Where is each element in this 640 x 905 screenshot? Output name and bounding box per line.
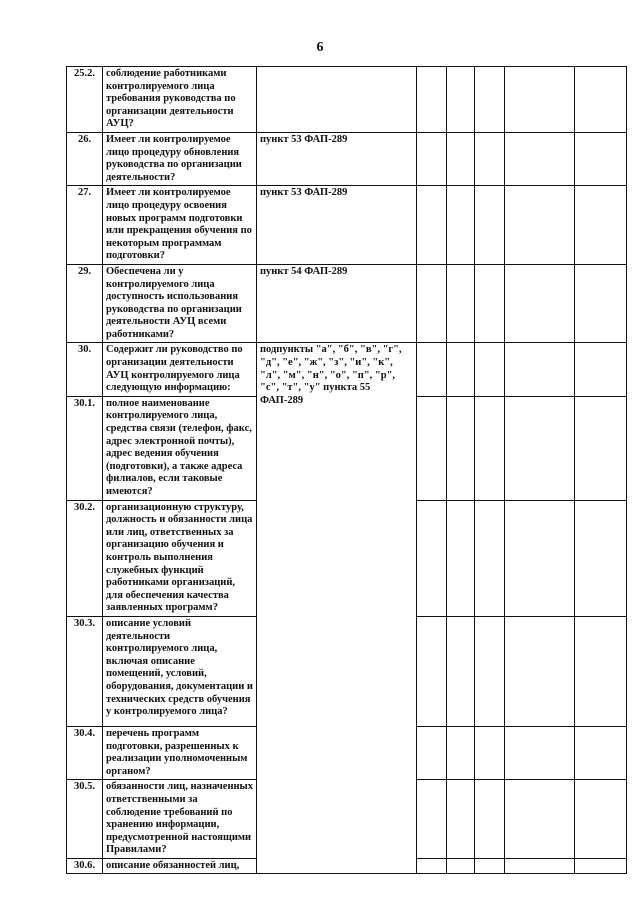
row-number: 30.5.: [67, 780, 103, 859]
question-text: организационную структуру, должность и обязанности лица или лиц, ответственных за организацию обучения и контроль выполнения служебных функций работниками организаций, для обеспечения качества заявленных программ?: [103, 500, 257, 616]
answer-cell: [505, 132, 575, 185]
answer-cell: [417, 858, 447, 874]
answer-cell: [505, 396, 575, 500]
answer-cell: [475, 858, 505, 874]
table-row: [67, 132, 627, 185]
answer-cell: [417, 264, 447, 343]
row-number: 27.: [67, 186, 103, 265]
answer-cell: [505, 726, 575, 779]
reference-cell: [257, 67, 417, 133]
reference-cell: пункт 53 ФАП-289: [257, 132, 417, 185]
row-number: 30.4.: [67, 726, 103, 779]
answer-cell: [447, 858, 475, 874]
answer-cell: [505, 616, 575, 726]
answer-cell: [575, 780, 627, 859]
answer-cell: [417, 343, 447, 396]
answer-cell: [505, 780, 575, 859]
question-text: соблюдение работниками контролируемого лица требования руководства по организации деятельности АУЦ?: [103, 67, 257, 133]
answer-cell: [475, 132, 505, 185]
answer-cell: [447, 67, 475, 133]
answer-cell: [505, 858, 575, 874]
answer-cell: [417, 500, 447, 616]
reference-cell: подпункты "а", "б", "в", "г", "д", "е", "ж", "з", "и", "к", "л", "м", "н", "о", "п", "р", "с", "т", "у" пункта 55 ФАП-289: [257, 343, 417, 874]
question-text: описание условий деятельности контролируемого лица, включая описание помещений, условий, оборудования, документации и технических средств обучения у контролируемого лица?: [103, 616, 257, 726]
answer-cell: [447, 726, 475, 779]
answer-cell: [417, 132, 447, 185]
row-number: 25.2.: [67, 67, 103, 133]
answer-cell: [447, 343, 475, 396]
answer-cell: [417, 396, 447, 500]
answer-cell: [447, 616, 475, 726]
answer-cell: [505, 67, 575, 133]
answer-cell: [575, 67, 627, 133]
question-text: Обеспечена ли у контролируемого лица доступность использования руководства по организации деятельности АУЦ всеми работниками?: [103, 264, 257, 343]
answer-cell: [575, 396, 627, 500]
row-number: 29.: [67, 264, 103, 343]
answer-cell: [505, 500, 575, 616]
answer-cell: [417, 67, 447, 133]
answer-cell: [575, 858, 627, 874]
answer-cell: [575, 726, 627, 779]
answer-cell: [475, 500, 505, 616]
answer-cell: [505, 343, 575, 396]
table-row: [67, 67, 627, 133]
answer-cell: [447, 396, 475, 500]
question-text: описание обязанностей лиц,: [103, 858, 257, 874]
page-number: 6: [316, 40, 324, 55]
answer-cell: [505, 264, 575, 343]
question-text: Содержит ли руководство по организации деятельности АУЦ контролируемого лица следующую информацию:: [103, 343, 257, 396]
answer-cell: [475, 726, 505, 779]
answer-cell: [447, 264, 475, 343]
answer-cell: [575, 343, 627, 396]
reference-cell: пункт 53 ФАП-289: [257, 186, 417, 265]
answer-cell: [575, 186, 627, 265]
answer-cell: [505, 186, 575, 265]
answer-cell: [475, 343, 505, 396]
table-row: [67, 264, 627, 343]
answer-cell: [417, 186, 447, 265]
row-number: 30.: [67, 343, 103, 396]
answer-cell: [475, 186, 505, 265]
row-number: 30.2.: [67, 500, 103, 616]
answer-cell: [575, 500, 627, 616]
answer-cell: [475, 616, 505, 726]
answer-cell: [575, 616, 627, 726]
table-row: [67, 343, 627, 396]
question-text: перечень программ подготовки, разрешенных к реализации уполномоченным органом?: [103, 726, 257, 779]
question-text: Имеет ли контролируемое лицо процедуру освоения новых программ подготовки или прекращения обучения по некоторым программам подготовки?: [103, 186, 257, 265]
question-text: полное наименование контролируемого лица, средства связи (телефон, факс, адрес электронной почты), адрес ведения обучения (подготовки), а также адреса филиалов, если таковые имеются?: [103, 396, 257, 500]
answer-cell: [447, 132, 475, 185]
answer-cell: [447, 186, 475, 265]
reference-cell: пункт 54 ФАП-289: [257, 264, 417, 343]
question-text: Имеет ли контролируемое лицо процедуру обновления руководства по организации деятельности?: [103, 132, 257, 185]
table-row: [67, 186, 627, 265]
answer-cell: [575, 132, 627, 185]
checklist-table: [66, 66, 627, 874]
row-number: 30.6.: [67, 858, 103, 874]
row-number: 30.1.: [67, 396, 103, 500]
question-text: обязанности лиц, назначенных ответственными за соблюдение требований по хранению информации, предусмотренной настоящими Правилами?: [103, 780, 257, 859]
answer-cell: [575, 264, 627, 343]
answer-cell: [447, 780, 475, 859]
row-number: 30.3.: [67, 616, 103, 726]
answer-cell: [475, 67, 505, 133]
answer-cell: [417, 780, 447, 859]
answer-cell: [417, 726, 447, 779]
row-number: 26.: [67, 132, 103, 185]
answer-cell: [417, 616, 447, 726]
answer-cell: [447, 500, 475, 616]
answer-cell: [475, 264, 505, 343]
answer-cell: [475, 780, 505, 859]
answer-cell: [475, 396, 505, 500]
